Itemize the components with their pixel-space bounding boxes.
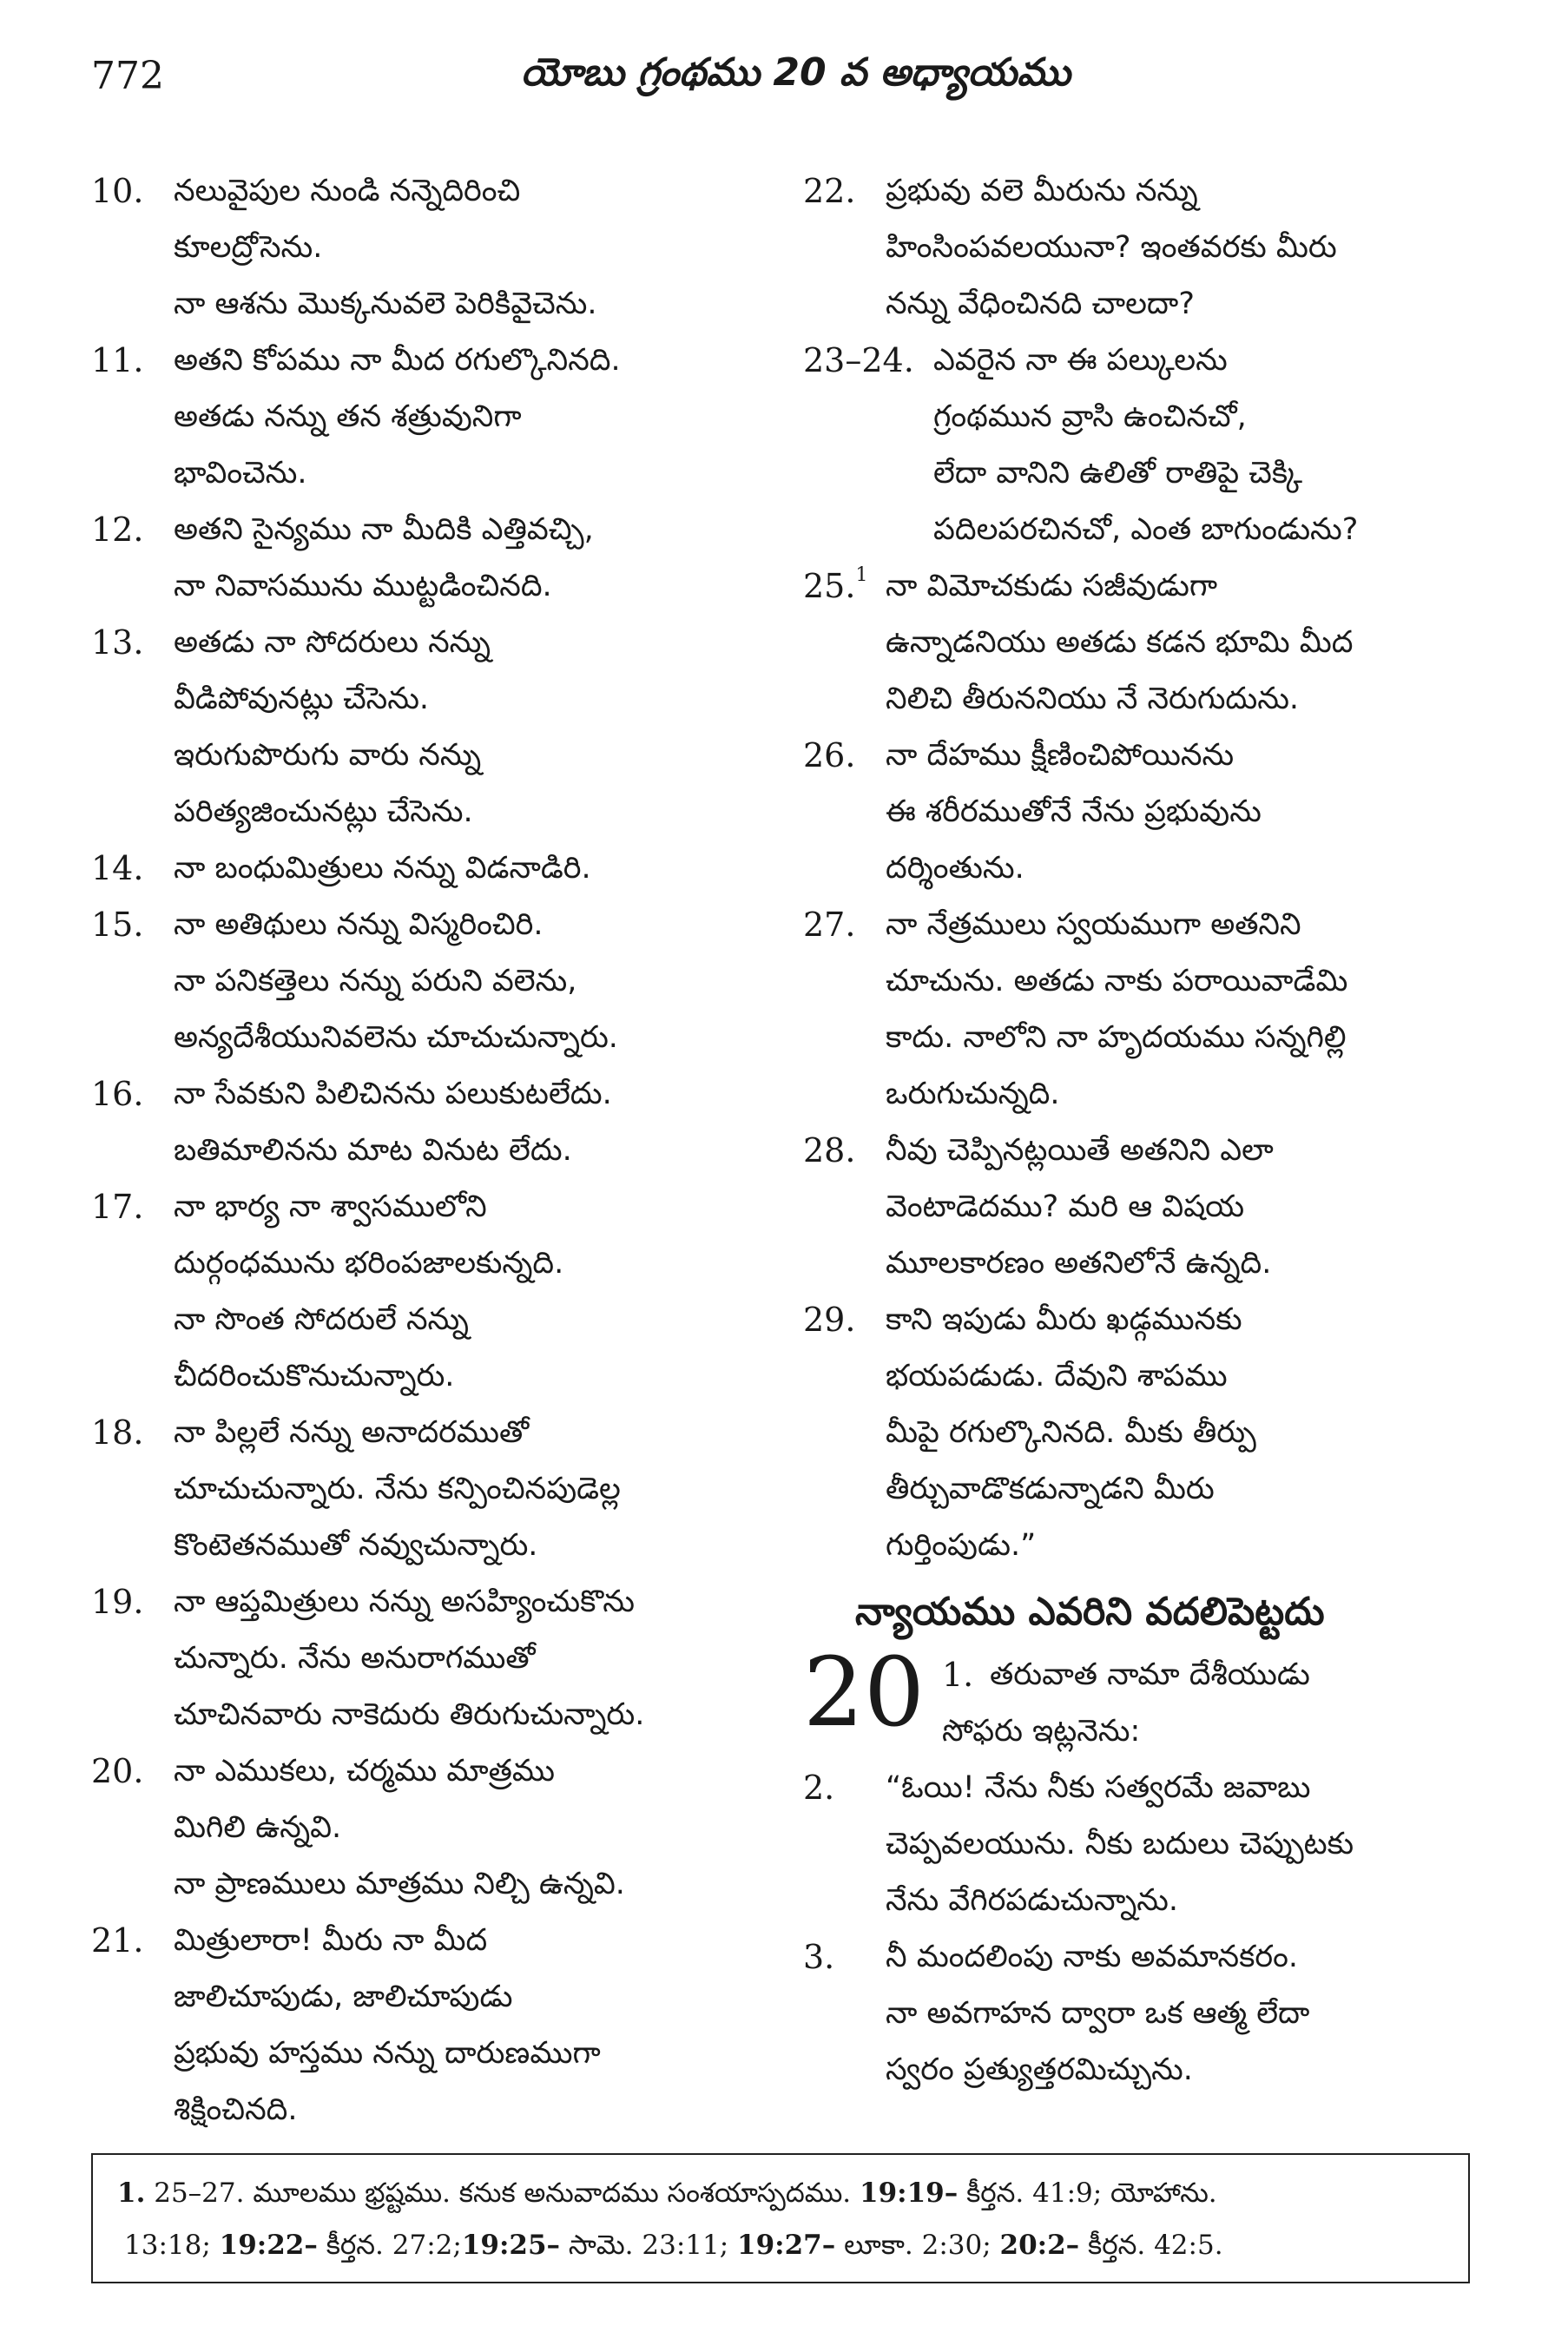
verse-line: నన్ను వేధించినది చాలదా? [886, 287, 1195, 321]
verse [91, 502, 768, 615]
verse-line: అతడు నన్ను తన శత్రువునిగా [174, 399, 522, 434]
verse [91, 1066, 768, 1179]
footnote-text: కీర్తన. 27:2; [317, 2230, 462, 2261]
footnote-ref: 20:2– [999, 2230, 1080, 2261]
verse-number: 13. [91, 623, 144, 662]
verse-line: చూచును. అతడు నాకు పరాయివాడేమి [886, 964, 1348, 998]
verse-line: నిలిచి తీరుననియు నే నెరుగుదును. [886, 682, 1300, 716]
page-number: 772 [91, 54, 164, 98]
verse [942, 1647, 1480, 1760]
verse-number: 18. [91, 1413, 144, 1452]
verse-number: 25.$^1$ [803, 564, 868, 605]
verse-number: 1. [942, 1656, 974, 1694]
verse-line: నా ప్రాణములు మాత్రము నిల్చి ఉన్నవి. [174, 1867, 625, 1901]
verse-line: బతిమాలినను మాట వినుట లేదు. [174, 1133, 572, 1168]
verse-line: ప్రభువు వలె మీరును నన్ను [886, 174, 1198, 208]
verse [91, 1913, 768, 2138]
verse [91, 897, 768, 1066]
footnote-box [91, 2153, 1470, 2283]
verse-line: నా సేవకుని పిలిచినను పలుకుటలేదు. [174, 1077, 612, 1111]
verse-line: నా దేహము క్షీణించిపోయినను [886, 738, 1235, 773]
verse-line: వీడిపోవునట్లు చేసెను. [174, 682, 430, 716]
verse [803, 1929, 1480, 2098]
verse-line: ప్రభువు హస్తము నన్ను దారుణముగా [174, 2036, 601, 2071]
verse-number: 27. [803, 906, 856, 944]
verse-line: జాలిచూపుడు, జాలిచూపుడు [174, 1980, 513, 2014]
chapter-number: 20 [803, 1637, 925, 1748]
verse-number: 20. [91, 1752, 144, 1790]
verse-number: 26. [803, 736, 856, 774]
verse-line: నలువైపుల నుండి నన్నెదిరించి [174, 174, 521, 208]
verse-line: నా బంధుమిత్రులు నన్ను విడనాడిరి. [174, 851, 591, 886]
verse-number: 22. [803, 172, 856, 210]
verse-line: వెంటాడెదము? మరి ఆ విషయ [886, 1189, 1245, 1224]
verse-number: 12. [91, 511, 144, 549]
verse-line: నా విమోచకుడు సజీవుడుగా [886, 569, 1218, 603]
verse-number: 29. [803, 1301, 856, 1339]
verse-line: చూచినవారు నాకెదురు తిరుగుచున్నారు. [174, 1697, 645, 1732]
verse-number: 10. [91, 172, 144, 210]
footnote-text: లూకా. 2:30; [835, 2230, 1000, 2261]
verse-line: మిత్రులారా! మీరు నా మీద [174, 1923, 488, 1958]
verse-line: భావించెను. [174, 456, 307, 491]
footnote-text: కీర్తన. 42:5. [1079, 2230, 1223, 2261]
verse-line: మూలకారణం అతనిలోనే ఉన్నది. [886, 1246, 1272, 1281]
verse-line: హింసింపవలయునా? ఇంతవరకు మీరు [886, 230, 1337, 265]
verse-line: ఇరుగుపొరుగు వారు నన్ను [174, 738, 482, 773]
verse [91, 163, 768, 333]
footnote-ref: 19:25– [461, 2230, 561, 2261]
footnote-ref: 1. [117, 2177, 146, 2209]
verse-line: నా అతిథులు నన్ను విస్మరించిరి. [174, 907, 544, 942]
verse-line: ఒరుగుచున్నది. [886, 1077, 1060, 1111]
verse [91, 1405, 768, 1574]
verse [803, 1292, 1480, 1574]
verse-line: నా సొంత సోదరులే నన్ను [174, 1302, 469, 1337]
running-title: యోబు గ్రంథము 20 వ అధ్యాయము [521, 50, 1071, 95]
verse-line: దుర్గంధమును భరింపజాలకున్నది. [174, 1246, 564, 1281]
verse-line: ఈ శరీరముతోనే నేను ప్రభువును [886, 794, 1262, 829]
verse-number: 21. [91, 1921, 144, 1960]
verse-line: నీవు చెప్పినట్లయితే అతనిని ఎలా [886, 1133, 1274, 1168]
verse [803, 1123, 1480, 1292]
verse-line: సోఫరు ఇట్లనెను: [942, 1714, 1141, 1749]
verse [803, 1760, 1480, 1929]
verse-line: ఎవరైన నా ఈ పల్కులను [933, 343, 1228, 378]
footnote-text: 13:18; [124, 2230, 220, 2261]
verse-line: నా భార్య నా శ్వాసములోని [174, 1189, 487, 1224]
footnote-ref: 19:22– [219, 2230, 318, 2261]
verse-line: ఉన్నాడనియు అతడు కడన భూమి మీద [886, 625, 1354, 660]
footnote-text: కీర్తన. 41:9; యోహాను. [958, 2177, 1217, 2209]
verse [803, 333, 1480, 558]
verse-line: పరిత్యజించునట్లు చేసెను. [174, 794, 473, 829]
verse-line: నా ఆశను మొక్కనువలె పెరికివైచెను. [174, 287, 597, 321]
footnote-line [117, 2167, 1444, 2219]
footnote-ref: 19:27– [737, 2230, 836, 2261]
verse-line: మిగిలి ఉన్నవి. [174, 1810, 342, 1845]
verse-number: 28. [803, 1131, 856, 1169]
verse-line: శిక్షించినది. [174, 2092, 298, 2127]
verse-number: 19. [91, 1583, 144, 1621]
verse-number: 3. [803, 1938, 835, 1976]
verse-number: 15. [91, 906, 144, 944]
verse-line: గ్రంథమున వ్రాసి ఉంచినచో, [933, 399, 1247, 434]
verse-line: నా పనికత్తెలు నన్ను పరుని వలెను, [174, 964, 577, 998]
verse-line: పదిలపరచినచో, ఎంత బాగుండును? [933, 512, 1359, 547]
verse [91, 615, 768, 840]
verse-line: అతని సైన్యము నా మీదికి ఎత్తివచ్చి, [174, 512, 594, 547]
verse-line: నీ మందలింపు నాకు అవమానకరం. [886, 1940, 1299, 1974]
verse [91, 1179, 768, 1405]
verse-line: నా పిల్లలే నన్ను అనాదరముతో [174, 1415, 530, 1450]
verse [803, 163, 1480, 333]
verse-line: చెప్పవలయును. నీకు బదులు చెప్పుటకు [886, 1827, 1354, 1861]
verse-line: మీపై రగుల్కొనినది. మీకు తీర్పు [886, 1415, 1256, 1450]
verse-line: అతడు నా సోదరులు నన్ను [174, 625, 491, 660]
verse [91, 840, 768, 897]
verse-line: నా ఎముకలు, చర్మము మాత్రము [174, 1754, 555, 1789]
verse-line: నా నేత్రములు స్వయముగా అతనిని [886, 907, 1301, 942]
verse-line: కాదు. నాలోని నా హృదయము సన్నగిల్లి [886, 1020, 1347, 1055]
verse-line: నా నివాసమును ముట్టడించినది. [174, 569, 552, 603]
verse-line: భయపడుడు. దేవుని శాపము [886, 1359, 1228, 1393]
verse-line: దర్శింతును. [886, 851, 1024, 886]
verse-line: అన్యదేశీయునివలెను చూచుచున్నారు. [174, 1020, 618, 1055]
verse-number: 16. [91, 1075, 144, 1113]
left-column [91, 163, 768, 2138]
verse-line: చున్నారు. నేను అనురాగముతో [174, 1641, 536, 1676]
verse-line: చూచుచున్నారు. నేను కన్పించినపుడెల్ల [174, 1472, 621, 1506]
verse-line: కూలద్రోసెను. [174, 230, 323, 265]
footnote-ref: 19:19– [860, 2177, 959, 2209]
verse-line: నా ఆప్తమిత్రులు నన్ను అసహ్యించుకొను [174, 1584, 635, 1619]
section-heading: న్యాయము ఎవరిని వదలిపెట్టదు [855, 1590, 1325, 1634]
verse-line: చీదరించుకొనుచున్నారు. [174, 1359, 455, 1393]
verse-line: “ఓయి! నేను నీకు సత్వరమే జవాబు [886, 1770, 1311, 1805]
footnote-text: సామె. 23:11; [560, 2230, 738, 2261]
verse-line: కాని ఇపుడు మీరు ఖడ్గమునకు [886, 1302, 1242, 1337]
verse [803, 728, 1480, 897]
verse [91, 333, 768, 502]
verse-line: అతని కోపము నా మీద రగుల్కొనినది. [174, 343, 621, 378]
verse-line: తీర్చువాడొకడున్నాడని మీరు [886, 1472, 1215, 1506]
verse [91, 1743, 768, 1913]
verse-line: గుర్తింపుడు.” [886, 1528, 1037, 1563]
chapter-start [803, 1637, 1480, 1760]
verse-number: 14. [91, 849, 144, 887]
verse-line: లేదా వానిని ఉలితో రాతిపై చెక్కి [933, 456, 1303, 491]
footnote-text: 25–27. మూలము భ్రష్టము. కనుక అనువాదము సంశయాస్పదము. [145, 2177, 860, 2209]
verse-number: 17. [91, 1188, 144, 1226]
verse-line: నా అవగాహన ద్వారా ఒక ఆత్మ లేదా [886, 1996, 1310, 2031]
verse-number: 2. [803, 1769, 835, 1807]
footnote-marker: 1 [855, 564, 868, 586]
verse-line: తరువాత నామా దేశీయుడు [990, 1657, 1310, 1692]
verse-number: 23–24. [803, 341, 914, 379]
verse [803, 558, 1480, 728]
right-column [803, 163, 1480, 2098]
verse-line: స్వరం ప్రత్యుత్తరమిచ్చును. [886, 2052, 1193, 2087]
verse [803, 897, 1480, 1123]
verse [91, 1574, 768, 1743]
verse-line: కొంటెతనముతో నవ్వుచున్నారు. [174, 1528, 538, 1563]
verse-number: 11. [91, 341, 144, 379]
verse-line: నేను వేగిరపడుచున్నాను. [886, 1883, 1179, 1918]
footnote-line [117, 2219, 1444, 2271]
